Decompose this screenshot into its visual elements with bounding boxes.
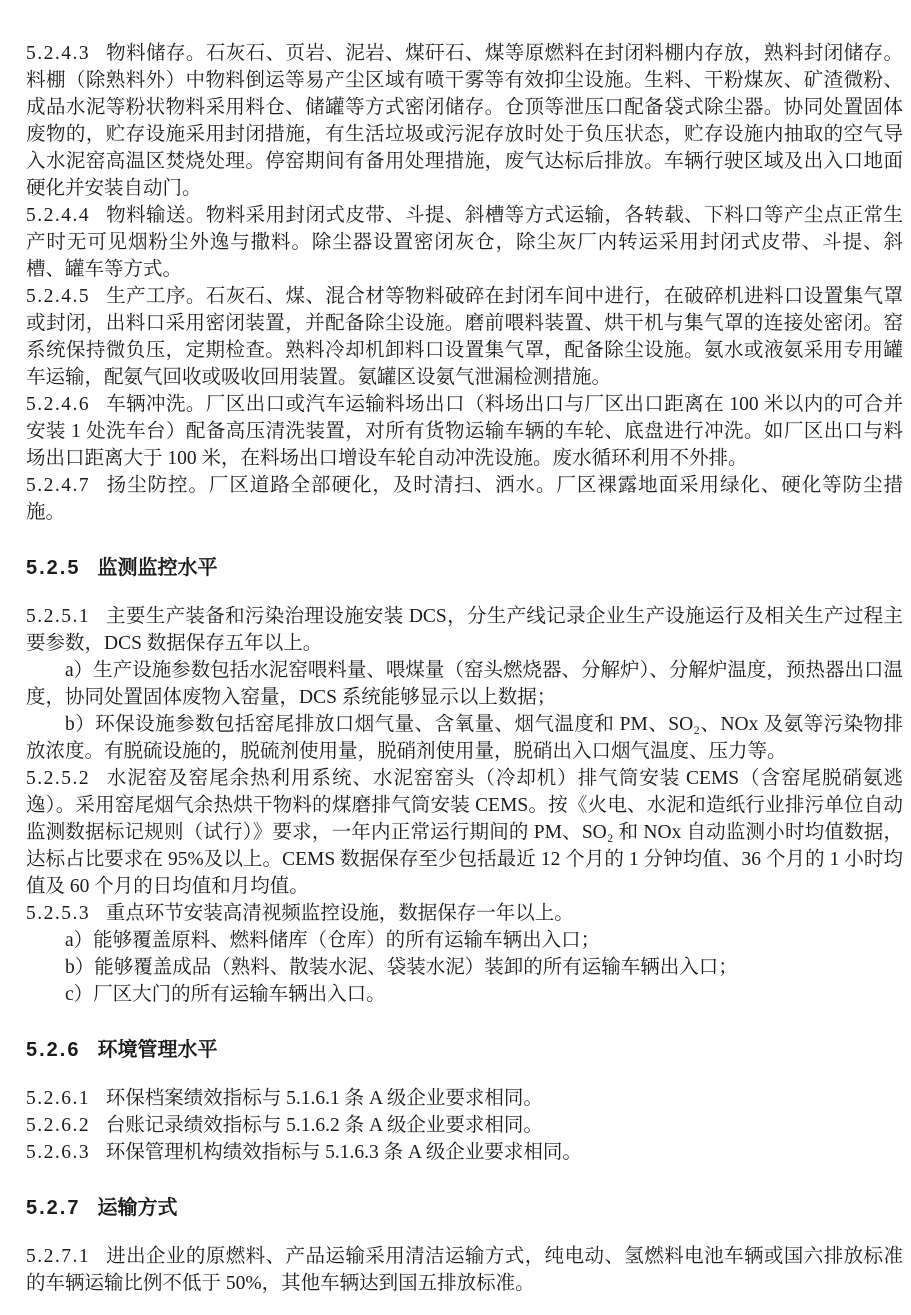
clause-paragraph: [26, 603, 903, 657]
clause-text: 台账记录绩效指标与 5.1.6.2 条 A 级企业要求相同。: [105, 1115, 543, 1136]
list-item-text: c）厂区大门的所有运输车辆出入口。: [65, 984, 386, 1005]
clause-text: 重点环节安装高清视频监控设施，数据保存一年以上。: [105, 903, 574, 924]
clause-paragraph: [26, 1243, 903, 1297]
clause-number: 5.2.5.3: [26, 903, 91, 924]
list-item-text: a）生产设施参数包括水泥窑喂料量、喂煤量（窑头燃烧器、分解炉）、分解炉温度，预热器出口温度，协同处置固体废物入窑量，DCS 系统能够显示以上数据；: [26, 660, 903, 708]
section-heading: [26, 1037, 903, 1064]
clause-number: 5.2.7.1: [26, 1246, 91, 1267]
clause-number: 5.2.6.2: [26, 1115, 91, 1136]
clause-number: 5.2.4.4: [26, 205, 91, 226]
list-item: [26, 657, 903, 711]
section-heading: [26, 1195, 903, 1222]
clause-paragraph: [26, 1139, 903, 1166]
clause-text: 环保档案绩效指标与 5.1.6.1 条 A 级企业要求相同。: [105, 1088, 543, 1109]
section-heading-title: 监测监控水平: [97, 557, 218, 579]
clause-text: 物料输送。物料采用封闭式皮带、斗提、斜槽等方式运输，各转载、下料口等产尘点正常生产时无可见烟粉尘外逸与撒料。除尘器设置密闭灰仓，除尘灰厂内转运采用封闭式皮带、斗提、斜槽、罐车等方式。: [26, 205, 903, 280]
section-heading-title: 环境管理水平: [97, 1039, 218, 1061]
clause-text: 生产工序。石灰石、煤、混合材等物料破碎在封闭车间中进行，在破碎机进料口设置集气罩或封闭，出料口采用密闭装置，并配备除尘设施。磨前喂料装置、烘干机与集气罩的连接处密闭。窑系统保持微负压，定期检查。熟料冷却机卸料口设置集气罩，配备除尘设施。氨水或液氨采用专用罐车运输，配氨气回收或吸收回用装置。氨罐区设氨气泄漏检测措施。: [26, 286, 903, 388]
clause-paragraph: [26, 202, 903, 283]
section-heading-number: 5.2.7: [26, 1197, 81, 1219]
clause-paragraph: [26, 1112, 903, 1139]
clause-number: 5.2.5.1: [26, 606, 91, 627]
list-item: [26, 927, 903, 954]
clause-number: 5.2.4.7: [26, 475, 91, 496]
list-item-text: b）能够覆盖成品（熟料、散装水泥、袋装水泥）装卸的所有运输车辆出入口；: [65, 957, 738, 978]
list-item-text: b）环保设施参数包括窑尾排放口烟气量、含氧量、烟气温度和 PM、SO₂、NOx 及氨等污染物排放浓度。有脱硫设施的，脱硫剂使用量，脱硝剂使用量，脱硝出入口烟气温度、压力等。: [26, 714, 903, 762]
clause-text: 物料储存。石灰石、页岩、泥岩、煤矸石、煤等原燃料在封闭料棚内存放，熟料封闭储存。料棚（除熟料外）中物料倒运等易产尘区域有喷干雾等有效抑尘设施。生料、干粉煤灰、矿渣微粉、成品水泥等粉状物料采用料仓、储罐等方式密闭储存。仓顶等泄压口配备袋式除尘器。协同处置固体废物的，贮存设施采用封闭措施，有生活垃圾或污泥存放时处于负压状态，贮存设施内抽取的空气导入水泥窑高温区焚烧处理。停窑期间有备用处理措施，废气达标后排放。车辆行驶区域及出入口地面硬化并安装自动门。: [26, 43, 903, 199]
clause-text: 进出企业的原燃料、产品运输采用清洁运输方式，纯电动、氢燃料电池车辆或国六排放标准的车辆运输比例不低于 50%，其他车辆达到国五排放标准。: [26, 1246, 903, 1294]
section-heading-number: 5.2.6: [26, 1039, 81, 1061]
clause-paragraph: [26, 1085, 903, 1112]
clause-number: 5.2.6.3: [26, 1142, 91, 1163]
clause-paragraph: [26, 283, 903, 391]
clause-text: 环保管理机构绩效指标与 5.1.6.3 条 A 级企业要求相同。: [105, 1142, 582, 1163]
list-item: [26, 954, 903, 981]
section-heading: [26, 555, 903, 582]
clause-paragraph: [26, 472, 903, 526]
clause-number: 5.2.4.3: [26, 43, 91, 64]
list-item-text: a）能够覆盖原料、燃料储库（仓库）的所有运输车辆出入口；: [65, 930, 601, 951]
list-item: [26, 981, 903, 1008]
clause-paragraph: [26, 40, 903, 202]
clause-text: 车辆冲洗。厂区出口或汽车运输料场出口（料场出口与厂区出口距离在 100 米以内的可合并安装 1 处洗车台）配备高压清洗装置，对所有货物运输车辆的车轮、底盘进行冲洗。如厂区出口与料场出口距离大于 100 米，在料场出口增设车轮自动冲洗设施。废水循环利用不外排。: [26, 394, 903, 469]
section-heading-number: 5.2.5: [26, 557, 81, 579]
clause-number: 5.2.6.1: [26, 1088, 91, 1109]
clause-text: 扬尘防控。厂区道路全部硬化，及时清扫、洒水。厂区裸露地面采用绿化、硬化等防尘措施。: [26, 475, 903, 523]
section-heading-title: 运输方式: [97, 1197, 178, 1219]
clause-number: 5.2.4.5: [26, 286, 91, 307]
list-item: [26, 711, 903, 765]
clause-paragraph: [26, 391, 903, 472]
clause-number: 5.2.4.6: [26, 394, 91, 415]
clause-number: 5.2.5.2: [26, 768, 91, 789]
clause-text: 主要生产装备和污染治理设施安装 DCS，分生产线记录企业生产设施运行及相关生产过程主要参数，DCS 数据保存五年以上。: [26, 606, 903, 654]
clause-paragraph: [26, 765, 903, 900]
clause-text: 水泥窑及窑尾余热利用系统、水泥窑窑头（冷却机）排气筒安装 CEMS（含窑尾脱硝氨逃逸）。采用窑尾烟气余热烘干物料的煤磨排气筒安装 CEMS。按《火电、水泥和造纸行业排污单位自动监测数据标记规则（试行）》要求，一年内正常运行期间的 PM、SO₂ 和 NOx 自动监测小时均值数据，达标占比要求在 95%及以上。CEMS 数据保存至少包括最近 12 个月的 1 分钟均值、36 个月的 1 小时均值及 60 个月的日均值和月均值。: [26, 768, 903, 897]
clause-paragraph: [26, 900, 903, 927]
